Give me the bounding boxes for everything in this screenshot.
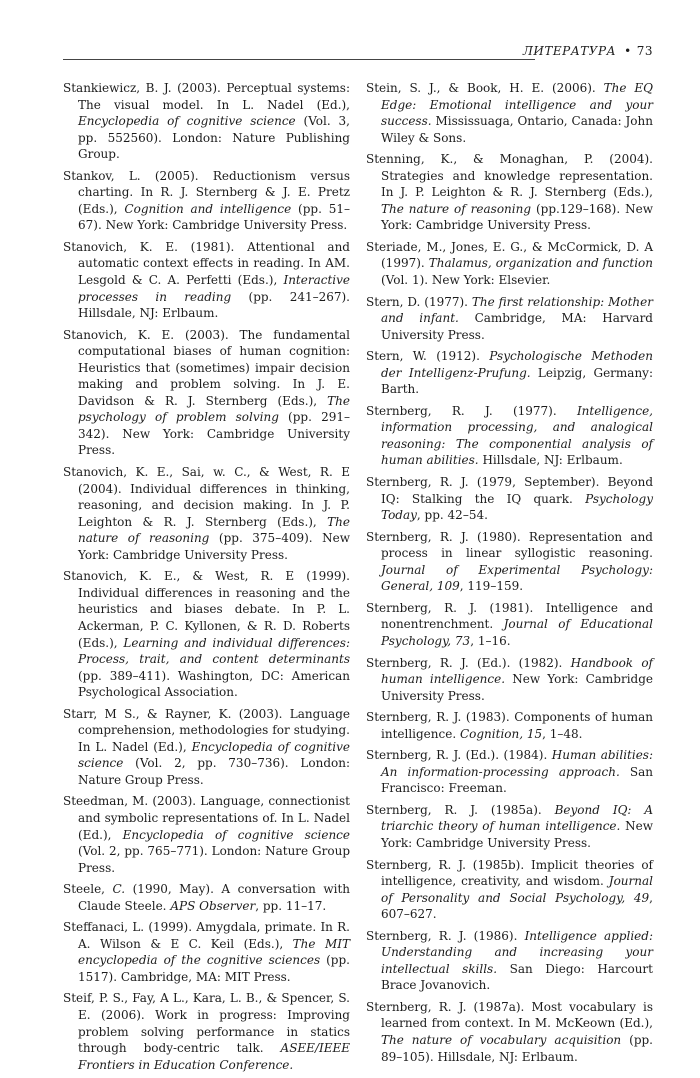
left-column xyxy=(63,80,350,1078)
reference-text: , 1–48. xyxy=(542,726,583,741)
reference-entry xyxy=(366,802,653,852)
reference-entry xyxy=(63,168,350,234)
reference-entry xyxy=(63,706,350,789)
reference-entry xyxy=(63,327,350,459)
reference-text: Stankov, L. (2005). Reductionism versus charting. In R. J. Sternberg & J. E. Pretz (Eds.), xyxy=(63,168,350,216)
reference-text: Mississuaga, Ontario, Canada: John Wiley & Sons. xyxy=(381,114,653,145)
reference-text: (pp. 291–342). New York: Cambridge University Press. xyxy=(78,410,350,458)
page-number: 73 xyxy=(636,44,653,58)
reference-text: (Vol. 2, pp. 730–736). London: Nature Group Press. xyxy=(78,756,350,787)
reference-title: Learning and individual differences: Process, trait, and content determinants xyxy=(78,635,351,667)
reference-text: San Diego: Harcourt Brace Jovanovich. xyxy=(381,961,653,993)
reference-text: Starr, M S., & Rayner, K. (2003). Language comprehension, methodologies for studying. In L. Nadel (Ed.), xyxy=(63,706,350,754)
reference-text: , pp. 42–54. xyxy=(416,508,488,523)
reference-title: Journal of Personality and Social Psychology, 49 xyxy=(381,874,653,905)
reference-text: Sternberg, R. J. (Ed.). (1984). xyxy=(366,748,552,763)
reference-entry xyxy=(63,464,350,563)
reference-text: New York: Cambridge University Press. xyxy=(381,672,654,703)
reference-title: Encyclopedia of cognitive science xyxy=(122,827,350,842)
reference-text: , 607–627. xyxy=(381,890,653,922)
reference-title: Handbook of human intelligence. xyxy=(381,655,654,687)
reference-text: New York: Cambridge University Press. xyxy=(381,819,654,850)
reference-title: Thalamus, organization and function xyxy=(428,256,653,271)
reference-text: Stern, D. (1977). xyxy=(366,294,472,309)
reference-title: C. xyxy=(112,882,126,897)
reference-entry xyxy=(366,80,653,146)
reference-text: (1990, May). A conversation with Claude Steele. xyxy=(78,882,350,913)
right-column xyxy=(366,80,653,1070)
reference-text: (pp. 375–409). New York: Cambridge University Press. xyxy=(78,531,350,562)
reference-text: (pp. 241–267). Hillsdale, NJ: Erlbaum. xyxy=(78,289,350,321)
reference-text: Sternberg, R. J. (1979, September). Beyond IQ: Stalking the IQ quark. xyxy=(366,475,653,506)
reference-text: (pp. 51–67). New York: Cambridge University Press. xyxy=(78,201,350,233)
reference-text: Sternberg, R. J. (1980). Representation and process in linear syllogistic reasoning. xyxy=(366,529,653,561)
reference-title: Cognition, 15 xyxy=(459,726,543,741)
reference-entry xyxy=(366,403,653,469)
reference-entry xyxy=(63,881,350,914)
reference-title: The nature of vocabulary acquisition xyxy=(381,1032,622,1047)
reference-title: Psychologische Methoden der Intelligenz-Prufung. xyxy=(381,349,653,380)
reference-title: ASEE/IEEE Frontiers in Education Conference. xyxy=(78,1041,350,1072)
section-title: ЛИТЕРАТУРА xyxy=(522,44,617,58)
reference-text: Steffanaci, L. (1999). Amygdala, primate. In R. A. Wilson & E C. Keil (Eds.), xyxy=(63,920,350,951)
reference-text: (Vol. 2, pp. 765–771). London: Nature Group Press. xyxy=(78,844,350,875)
reference-entry xyxy=(63,80,350,163)
reference-entry xyxy=(366,999,653,1065)
reference-entry xyxy=(366,294,653,344)
reference-title: The nature of reasoning xyxy=(381,201,532,216)
reference-title: Cognition and intelligence xyxy=(124,201,292,216)
reference-entry xyxy=(366,857,653,923)
reference-text: Stein, S. J., & Book, H. E. (2006). xyxy=(366,81,604,95)
reference-text: (pp. 1517). Cambridge, MA: MIT Press. xyxy=(78,953,350,984)
reference-entry xyxy=(366,928,653,994)
reference-title: Journal of Educational Psychology, 73 xyxy=(381,617,653,648)
reference-text: (pp. 89–105). Hillsdale, NJ: Erlbaum. xyxy=(381,1032,653,1064)
reference-text: Sternberg, R. J. (1977). xyxy=(366,403,577,418)
reference-title: Encyclopedia of cognitive science xyxy=(78,739,350,771)
header-rule xyxy=(63,59,535,60)
reference-text: Stenning, K., & Monaghan, P. (2004). Strategies and knowledge representation. In J. P. Leighton & R. J. Sternberg (Eds.), xyxy=(366,152,653,200)
reference-text: Stanovich, K. E., Sai, w. C., & West, R. E (2004). Individual differences in thinking, reasoning, and decision making. In J. P. Leighton & R. J. Sternberg (Eds.), xyxy=(63,465,350,529)
reference-entry xyxy=(366,239,653,289)
reference-entry xyxy=(366,655,653,705)
reference-title: APS Observer xyxy=(170,898,256,913)
header-bullet: • xyxy=(624,44,632,58)
reference-title: Intelligence, information processing, and analogical reasoning: The componential analysis of human abilities. xyxy=(381,403,653,468)
reference-text: (Vol. 3, pp. 552560). London: Nature Publishing Group. xyxy=(78,114,350,162)
reference-title: Beyond IQ: A triarchic theory of human intelligence. xyxy=(381,802,654,834)
reference-text: Sternberg, R. J. (1986). xyxy=(366,928,525,943)
reference-text: (pp. 389–411). Washington, DC: American Psychological Association. xyxy=(78,668,350,700)
reference-entry xyxy=(366,348,653,398)
reference-text: Sternberg, R. J. (1981). Intelligence and nonentrenchment. xyxy=(366,600,653,632)
reference-text: Stern, W. (1912). xyxy=(366,349,490,364)
reference-text: Sternberg, R. J. (Ed.). (1982). xyxy=(366,655,571,670)
reference-entry xyxy=(63,793,350,876)
reference-entry xyxy=(63,568,350,700)
reference-text: Steedman, M. (2003). Language, connectionist and symbolic representations of. In L. Nadel (Ed.), xyxy=(63,794,350,842)
reference-title: Psychology Today xyxy=(381,491,653,523)
reference-title: Human abilities: An information-processing approach. xyxy=(381,748,654,779)
reference-text: Steele, xyxy=(63,882,113,897)
reference-entry xyxy=(63,239,350,322)
reference-entry xyxy=(63,990,350,1073)
reference-text: , pp. 11–17. xyxy=(255,898,327,913)
reference-text: Stanovich, K. E., & West, R. E (1999). Individual differences in reasoning and the heuristics and biases debate. In P. L. Ackerman, P. C. Kyllonen, & R. D. Roberts (Eds.), xyxy=(63,569,350,650)
reference-text: , 1–16. xyxy=(470,633,511,648)
reference-entry xyxy=(366,709,653,742)
reference-text: (pp.129–168). New York: Cambridge University Press. xyxy=(381,201,653,233)
reference-text: Steriade, M., Jones, E. G., & McCormick, D. A (1997). xyxy=(366,239,653,271)
reference-text: Sternberg, R. J. (1985a). xyxy=(366,802,555,817)
reference-text: Sternberg, R. J. (1987a). Most vocabulary is learned from context. In M. McKeown (Ed.), xyxy=(366,999,653,1031)
reference-title: Intelligence applied: Understanding and increasing your intellectual skills. xyxy=(381,928,653,976)
reference-title: The nature of reasoning xyxy=(78,514,350,546)
reference-text: Hillsdale, NJ: Erlbaum. xyxy=(478,453,623,468)
reference-text: Stanovich, K. E. (2003). The fundamental computational biases of human cognition: Heuristics that (sometimes) impair decision making and problem solving. In J. E. Davidson & R. J. Sternberg (Eds.), xyxy=(63,327,350,408)
reference-text: Cambridge, MA: Harvard University Press. xyxy=(381,311,653,342)
reference-title: Interactive processes in reading xyxy=(78,273,350,304)
reference-entry xyxy=(63,919,350,985)
reference-title: Journal of Experimental Psychology: General, 109 xyxy=(381,562,653,594)
reference-entry xyxy=(366,529,653,595)
reference-entry xyxy=(366,151,653,234)
reference-title: The EQ Edge: Emotional intelligence and your success. xyxy=(381,81,653,129)
reference-text: Stanovich, K. E. (1981). Attentional and automatic context effects in reading. In AM. Lesgold & C. A. Perfetti (Eds.), xyxy=(63,239,350,288)
reference-text: Sternberg, R. J. (1983). Components of human intelligence. xyxy=(366,710,653,741)
running-header xyxy=(63,40,653,64)
reference-title: The first relationship: Mother and infant. xyxy=(381,294,654,326)
reference-text: (Vol. 1). New York: Elsevier. xyxy=(381,273,551,288)
reference-text: Stankiewicz, B. J. (2003). Perceptual systems: The visual model. In L. Nadel (Ed.), xyxy=(63,81,350,112)
reference-text: Steif, P. S., Fay, A L., Kara, L. B., & Spencer, S. E. (2006). Work in progress: Improving problem solving performance in statics through body-centric talk. xyxy=(63,991,350,1056)
header-text xyxy=(523,44,653,58)
reference-text: Sternberg, R. J. (1985b). Implicit theories of intelligence, creativity, and wisdom. xyxy=(366,857,653,889)
reference-text: Leipzig, Germany: Barth. xyxy=(381,365,653,397)
reference-title: The MIT encyclopedia of the cognitive sciences xyxy=(78,936,350,968)
reference-text: , 119–159. xyxy=(459,579,524,594)
reference-title: The psychology of problem solving xyxy=(78,393,350,425)
reference-title: Encyclopedia of cognitive science xyxy=(78,114,296,129)
reference-text: San Francisco: Freeman. xyxy=(381,764,654,796)
reference-entry xyxy=(366,600,653,650)
reference-entry xyxy=(366,474,653,524)
reference-entry xyxy=(366,747,653,797)
